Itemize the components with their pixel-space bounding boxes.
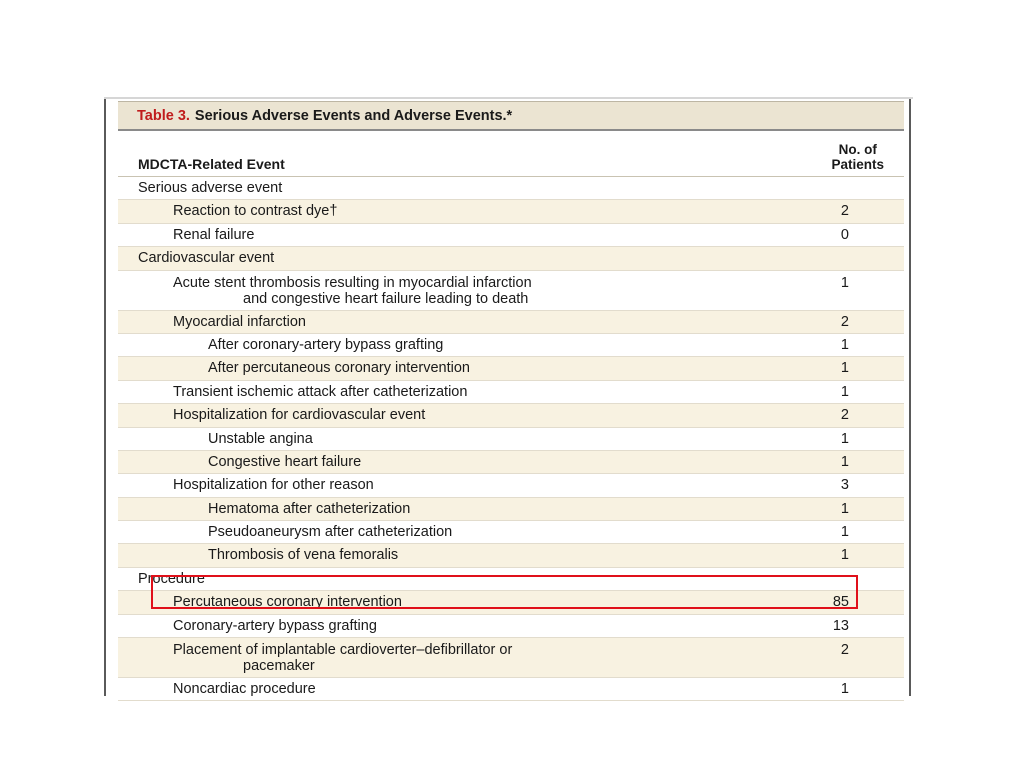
table-row — [118, 357, 904, 380]
table-title-text: Serious Adverse Events and Adverse Events.* — [194, 107, 513, 124]
row-label: Thrombosis of vena femoralis — [208, 547, 399, 564]
row-value: 13 — [832, 617, 849, 634]
row-value: 2 — [840, 407, 849, 424]
table-title — [118, 101, 904, 131]
table-row — [118, 474, 904, 497]
row-value: 1 — [840, 430, 849, 447]
row-label-line1: Acute stent thrombosis resulting in myocardial infarction — [173, 274, 532, 291]
highlight-box — [151, 575, 858, 609]
column-header-patients — [831, 142, 884, 172]
table-row — [118, 271, 904, 311]
row-label: After coronary-artery bypass grafting — [208, 336, 444, 353]
column-header-patients-line1: No. of — [838, 142, 877, 157]
row-value: 0 — [840, 226, 849, 243]
row-value: 1 — [840, 336, 849, 353]
table-row — [118, 247, 904, 270]
row-label: Hospitalization for cardiovascular event — [173, 407, 426, 424]
table-row — [118, 224, 904, 247]
row-label: Noncardiac procedure — [173, 681, 316, 698]
row-value: 3 — [840, 477, 849, 494]
table-row — [118, 638, 904, 678]
table-row — [118, 311, 904, 334]
adverse-events-table — [118, 101, 904, 701]
row-label: After percutaneous coronary intervention — [208, 360, 470, 377]
row-label — [173, 642, 512, 674]
row-value: 85 — [832, 594, 849, 611]
row-label: Percutaneous coronary intervention — [173, 594, 402, 611]
row-value: 1 — [840, 360, 849, 377]
table-row — [118, 544, 904, 567]
table-row — [118, 428, 904, 451]
row-value: 1 — [840, 274, 849, 291]
row-value: 2 — [840, 642, 849, 659]
column-header-event: MDCTA-Related Event — [138, 156, 285, 172]
table-header — [118, 131, 904, 177]
row-value: 1 — [840, 524, 849, 541]
table-row — [118, 334, 904, 357]
table-row — [118, 177, 904, 200]
table-row — [118, 521, 904, 544]
column-header-patients-line2: Patients — [831, 157, 884, 172]
row-label-line1: Placement of implantable cardioverter–defibrillator or — [173, 642, 513, 659]
table-row — [118, 404, 904, 427]
row-label: Myocardial infarction — [173, 313, 306, 330]
row-label: Procedure — [138, 570, 205, 587]
row-label: Unstable angina — [208, 430, 313, 447]
row-value: 1 — [840, 500, 849, 517]
row-label: Transient ischemic attack after catheterization — [173, 383, 468, 400]
row-value: 2 — [840, 203, 849, 220]
table-row — [118, 451, 904, 474]
row-label: Serious adverse event — [138, 180, 283, 196]
row-label-line2: and congestive heart failure leading to death — [243, 290, 529, 307]
table-row — [118, 678, 904, 701]
row-label: Congestive heart failure — [208, 453, 362, 470]
row-label: Cardiovascular event — [138, 250, 275, 267]
row-label: Renal failure — [173, 226, 255, 243]
row-label-line2: pacemaker — [243, 658, 315, 675]
row-value: 1 — [840, 453, 849, 470]
row-label: Reaction to contrast dye† — [173, 203, 338, 220]
table-row — [118, 498, 904, 521]
row-value: 1 — [840, 681, 849, 698]
row-label: Coronary-artery bypass grafting — [173, 617, 377, 634]
row-label — [173, 275, 532, 307]
table-row — [118, 381, 904, 404]
row-value: 2 — [840, 313, 849, 330]
table-row — [118, 615, 904, 638]
table-number: Table 3. — [137, 107, 190, 124]
row-label: Hematoma after catheterization — [208, 500, 411, 517]
table-row — [118, 200, 904, 223]
row-label: Hospitalization for other reason — [173, 477, 374, 494]
row-value: 1 — [840, 547, 849, 564]
row-value: 1 — [840, 383, 849, 400]
row-label: Pseudoaneurysm after catheterization — [208, 524, 453, 541]
